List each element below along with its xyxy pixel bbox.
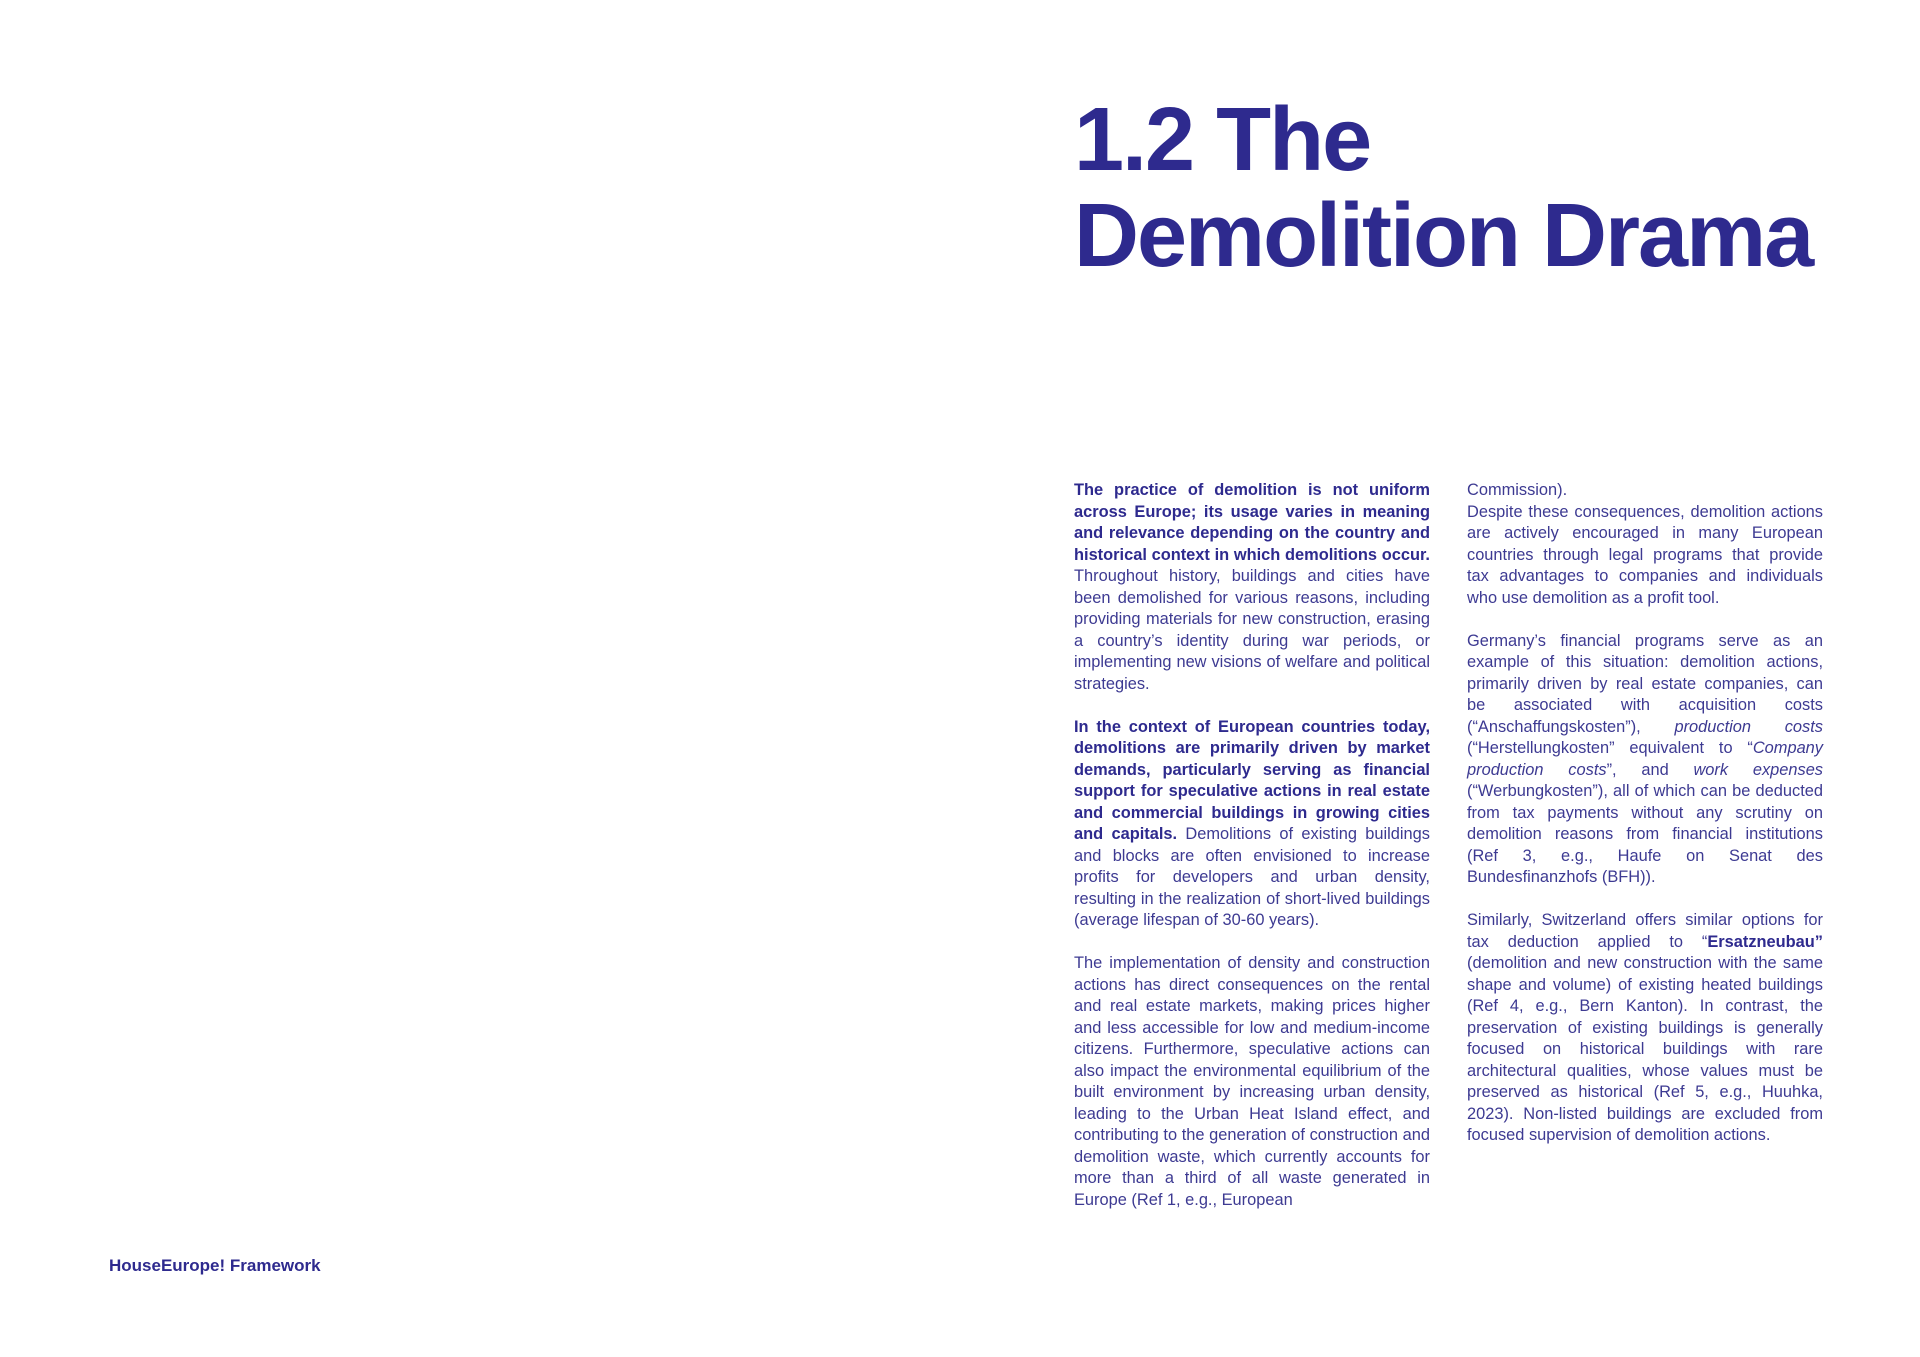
paragraph-intro bbox=[1074, 480, 1430, 695]
germany-term-company-production-costs: Company production costs bbox=[1467, 739, 1823, 779]
paragraph-switzerland bbox=[1467, 910, 1823, 1147]
paragraph-density-consequences: The implementation of density and construction actions has direct consequences on the rental and real estate markets, making prices higher and less accessible for low and medium-income citizens. Furthermore, speculative actions can also impact the environmental equilibrium of the built environment by increasing urban density, leading to the Urban Heat Island effect, and contributing to the generation of construction and demolition waste, which currently accounts for more than a third of all waste generated in Europe (Ref 1, e.g., European bbox=[1074, 954, 1430, 1209]
germany-term-work-expenses: work expenses bbox=[1693, 760, 1824, 779]
paragraph-market-demands bbox=[1074, 717, 1430, 932]
body-column-left bbox=[1074, 480, 1430, 1211]
switzerland-text-c: (demolition and new construction with the same shape and volume) of existing heated buildings (Ref 4, e.g., Bern Kanton). In contrast, the preservation of existing buildings is generally focused on historical buildings with rare architectural qualities, whose values must be preserved as historical (Ref 5, e.g., Huuhka, 2023). Non-listed buildings are excluded from focused supervision of demolition actions. bbox=[1467, 954, 1823, 1144]
germany-text-e: ”, and bbox=[1606, 760, 1694, 779]
paragraph-density-consequences-continued: Commission). bbox=[1467, 481, 1568, 499]
section-heading bbox=[1074, 92, 1874, 284]
paragraph-intro-lead: The practice of demolition is not uniform across Europe; its usage varies in meaning and relevance depending on the country and historical context in which demolitions occur. bbox=[1074, 481, 1430, 564]
paragraph-market-demands-lead: In the context of European countries today, demolitions are primarily driven by market demands, particularly serving as financial support for speculative actions in real estate and commercial buildings in growing cities and capitals. bbox=[1074, 717, 1430, 843]
paragraph-germany-programs bbox=[1467, 631, 1823, 889]
body-column-right bbox=[1467, 480, 1823, 1147]
switzerland-text-a: Similarly, Switzerland offers similar options for tax deduction applied to “ bbox=[1467, 911, 1823, 951]
section-heading-line-1: 1.2 The bbox=[1074, 90, 1371, 190]
paragraph-market-demands-body: Demolitions of existing buildings and blocks are often envisioned to increase profits for developers and urban density, resulting in the realization of short-lived buildings (average lifespan of 30-60 years). bbox=[1074, 825, 1430, 929]
section-heading-line-2: Demolition Drama bbox=[1074, 186, 1813, 286]
paragraph-tax-advantages: Despite these consequences, demolition actions are actively encouraged in many European countries through legal programs that provide tax advantages to companies and individuals who use demolition as a profit tool. bbox=[1467, 502, 1823, 607]
publication-footer-label: HouseEurope! Framework bbox=[109, 1256, 321, 1275]
germany-text-c: (“Herstellungkosten” equivalent to “ bbox=[1467, 739, 1753, 757]
paragraph-intro-body: Throughout history, buildings and cities have been demolished for various reasons, including providing materials for new construction, erasing a country’s identity during war periods, or implementing new visions of welfare and political strategies. bbox=[1074, 567, 1430, 693]
germany-term-production-costs: production costs bbox=[1674, 717, 1823, 736]
germany-text-a: Germany’s financial programs serve as an example of this situation: demolition actions, primarily driven by real estate companies, can be associated with acquisition costs (“Anschaffungskosten”), bbox=[1467, 631, 1823, 736]
germany-text-g: (“Werbungkosten”), all of which can be deducted from tax payments without any scrutiny on demolition reasons from financial institutions (Ref 3, e.g., Haufe on Senat des Bundesfinanzhofs (BFH)). bbox=[1467, 782, 1823, 886]
switzerland-term-ersatzneubau: Ersatzneubau” bbox=[1707, 932, 1823, 951]
